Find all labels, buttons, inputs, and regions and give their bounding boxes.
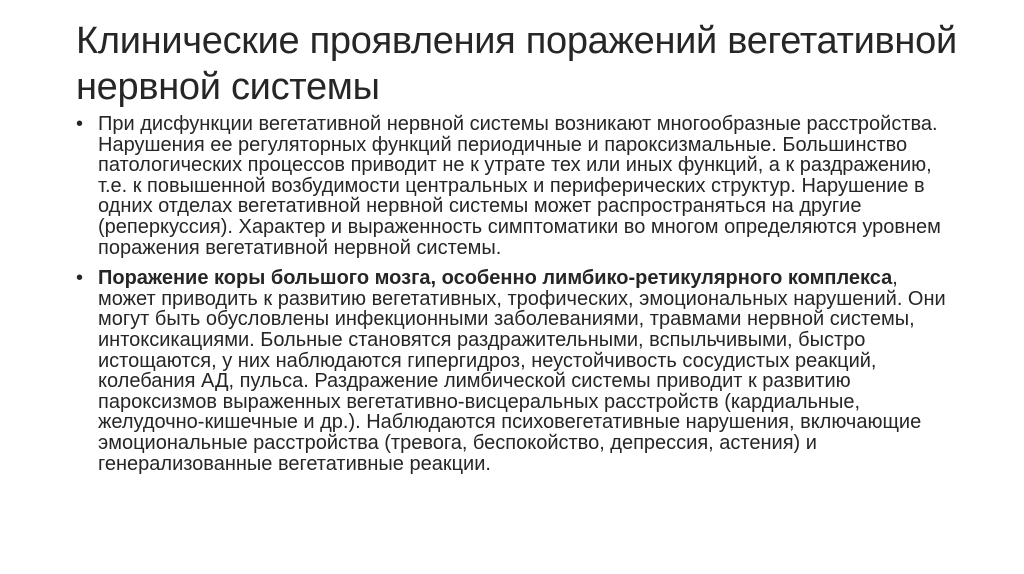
bullet-text-1: При дисфункции вегетативной нервной системы возникают многообразные расстройства. Нарушения ее регуляторных функций периодичные и пароксизмальные. Большинство патологических процессов приводит не к утрате тех или иных функций, а к раздражению, т.е. к повышенной возбудимости центральных и периферических структур. Нарушение в одних отделах вегетативной нервной системы может распространяться на другие (реперкуссия). Характер и выраженность симптоматики во многом определяются уровнем поражения вегетативной нервной системы. bbox=[98, 113, 941, 259]
bullet-item-1 bbox=[76, 114, 956, 258]
slide-content-list bbox=[76, 114, 956, 484]
bullet-dot-icon: • bbox=[76, 113, 84, 135]
bullet-bold-lead-2: Поражение коры большого мозга, особенно лимбико-ретикулярного комплекса bbox=[98, 267, 893, 290]
bullet-text-2 bbox=[98, 267, 946, 474]
slide-title: Клинические проявления поражений вегетативной нервной системы bbox=[76, 20, 957, 108]
bullet-item-2 bbox=[76, 268, 956, 474]
bullet-dot-icon: • bbox=[76, 267, 84, 290]
bullet-rest-2: , может приводить к развитию вегетативных, трофических, эмоциональных нарушений. Они могут быть обусловлены инфекционными заболеваниями, травмами нервной системы, интоксикациями. Больные становятся раздражительными, вспыльчивыми, быстро истощаются, у них наблюдаются гипергидроз, неустойчивость сосудистых реакций, колебания АД, пульса. Раздражение лимбической системы приводит к развитию пароксизмов выраженных вегетативно-висцеральных расстройств (кардиальные, желудочно-кишечные и др.). Наблюдаются психовегетативные нарушения, включающие эмоциональные расстройства (тревога, беспокойство, депрессия, астения) и генерализованные вегетативные реакции. bbox=[98, 267, 946, 475]
